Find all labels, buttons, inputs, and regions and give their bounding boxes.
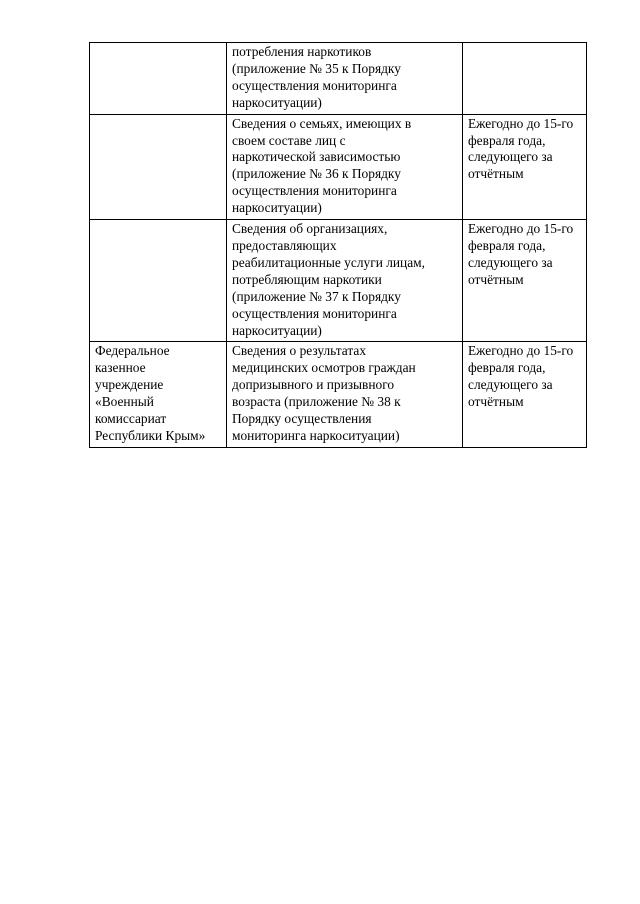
deadline-cell: Ежегодно до 15-го февраля года, следующего за отчётным (463, 342, 587, 447)
org-cell (90, 220, 227, 342)
info-cell: Сведения о результатах медицинских осмотров граждан допризывного и призывного возраста (приложение № 38 к Порядку осуществления мониторинга наркоситуации) (227, 342, 463, 447)
table-row (90, 43, 587, 115)
org-cell (90, 43, 227, 115)
table-row (90, 114, 587, 219)
monitoring-table (89, 42, 587, 448)
info-cell: потребления наркотиков (приложение № 35 к Порядку осуществления мониторинга наркоситуации) (227, 43, 463, 115)
deadline-cell: Ежегодно до 15-го февраля года, следующего за отчётным (463, 114, 587, 219)
deadline-cell: Ежегодно до 15-го февраля года, следующего за отчётным (463, 220, 587, 342)
table-row (90, 342, 587, 447)
org-cell: Федеральное казенное учреждение «Военный комиссариат Республики Крым» (90, 342, 227, 447)
org-cell (90, 114, 227, 219)
info-cell: Сведения о семьях, имеющих в своем составе лиц с наркотической зависимостью (приложение № 36 к Порядку осуществления мониторинга наркоситуации) (227, 114, 463, 219)
info-cell: Сведения об организациях, предоставляющих реабилитационные услуги лицам, потребляющим наркотики (приложение № 37 к Порядку осуществления мониторинга наркоситуации) (227, 220, 463, 342)
deadline-cell (463, 43, 587, 115)
table-row (90, 220, 587, 342)
